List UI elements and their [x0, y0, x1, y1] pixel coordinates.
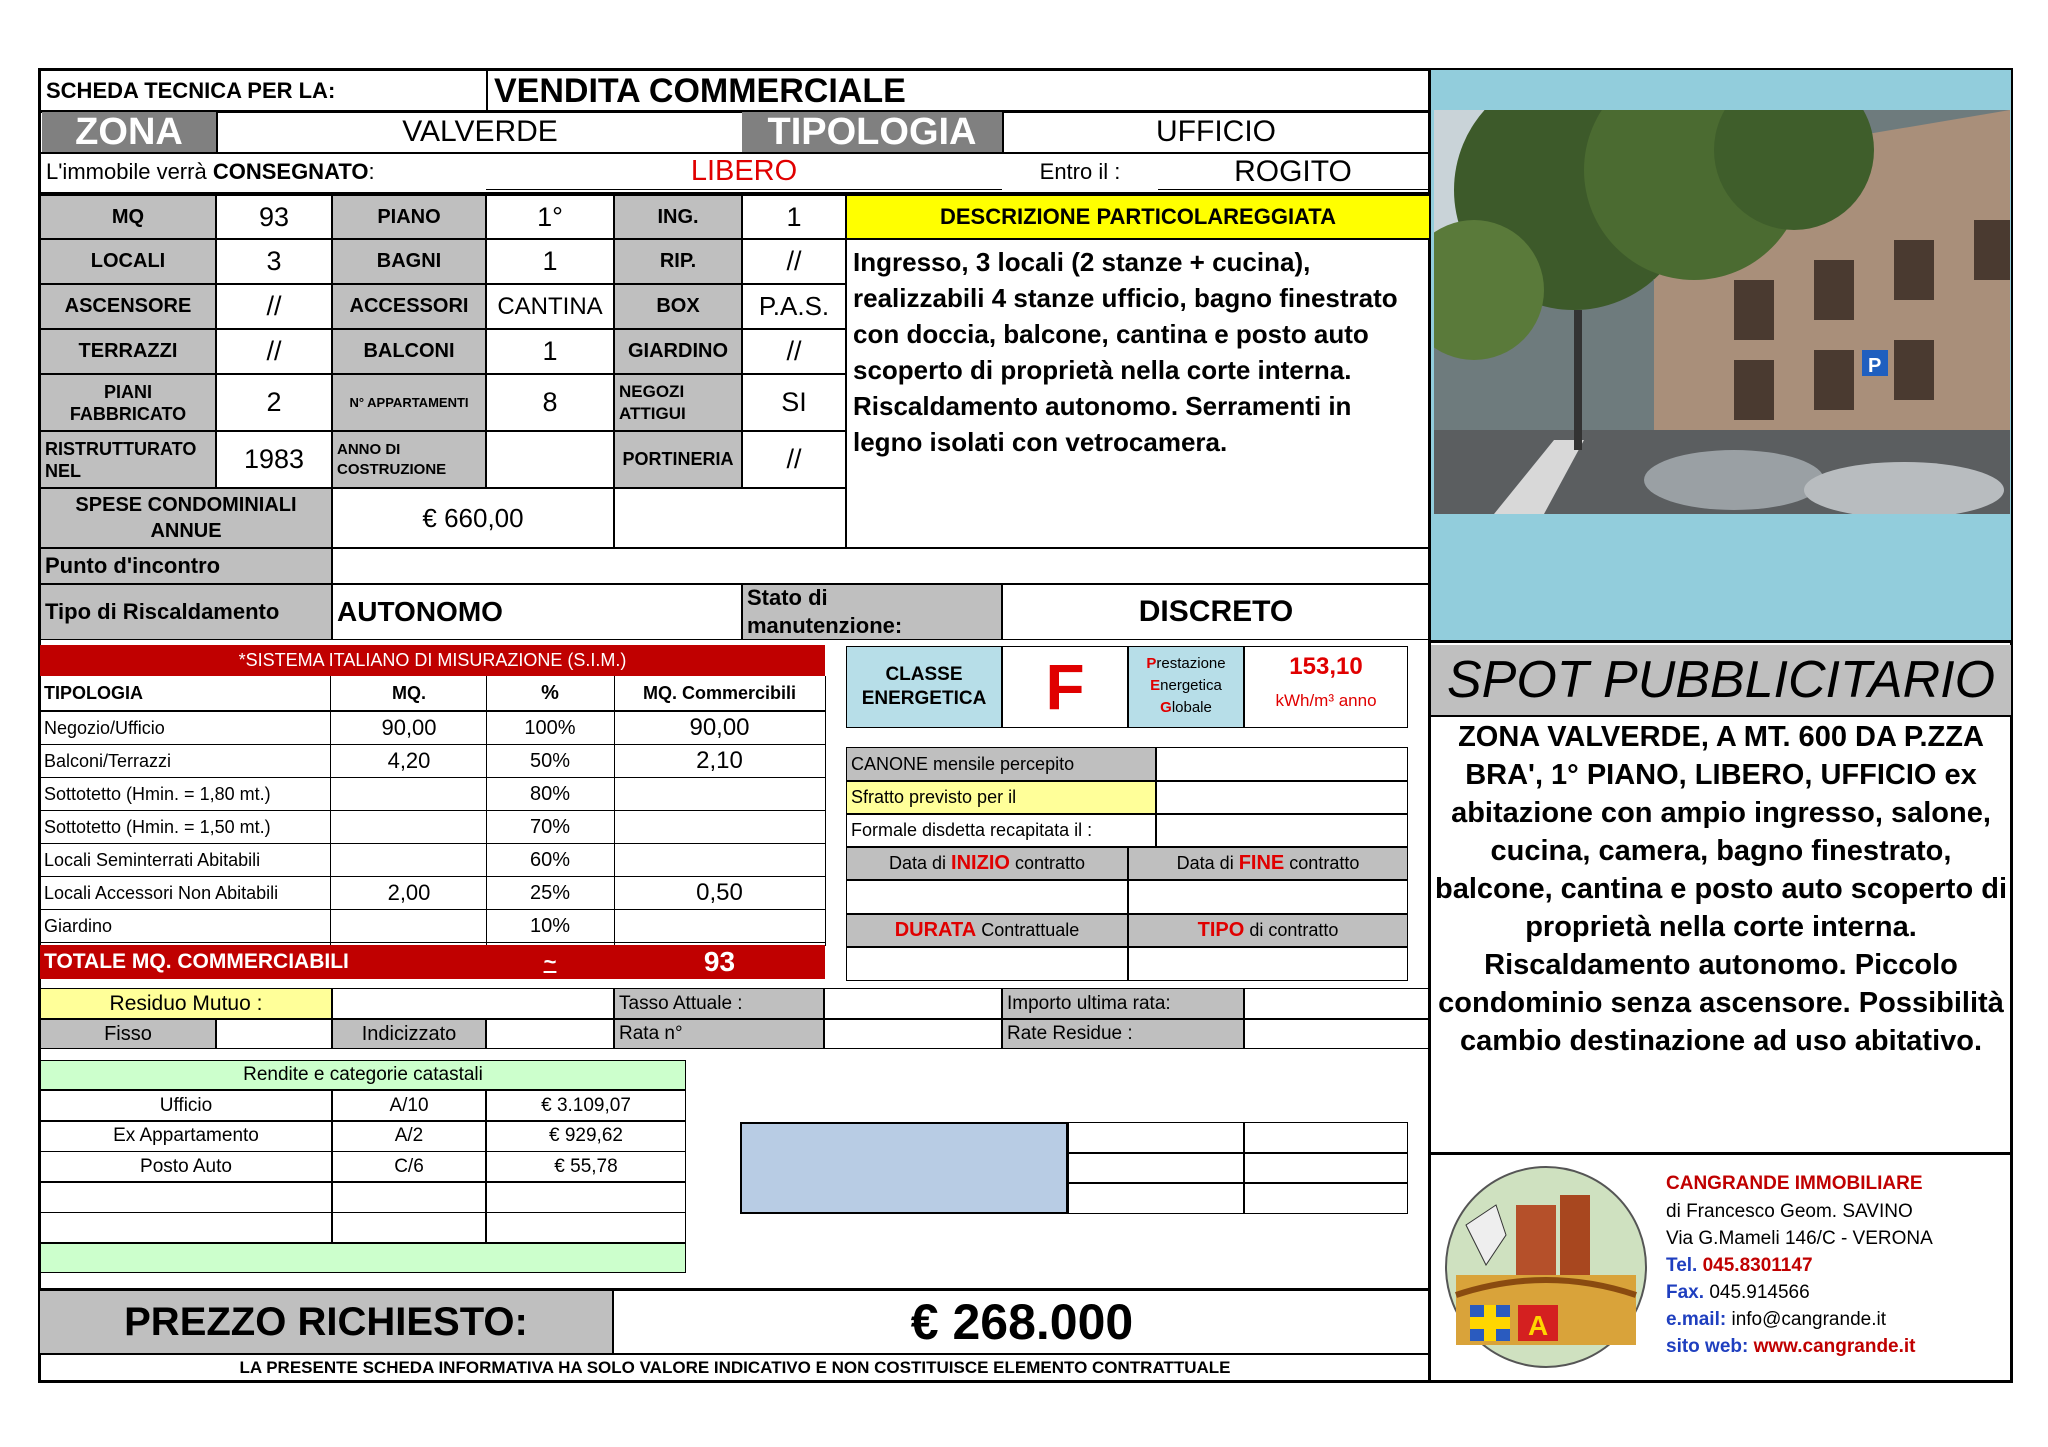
sim-cell-tipologia: Locali Seminterrati Abitabili: [44, 849, 261, 870]
durata-value: [846, 947, 1128, 981]
spese-label: SPESE CONDOMINIALI ANNUE: [40, 488, 332, 548]
appartamenti-value: 8: [486, 374, 614, 431]
spot-text: ZONA VALVERDE, A MT. 600 DA P.ZZA BRA', 1° PIANO, LIBERO, UFFICIO ex abitazione con ampio ingresso, salone, cucina, camera, bagno finestrato, balcone, cantina e posto auto scoperto di proprietà nella corte interna. Riscaldamento autonomo. Piccolo condominio senza ascensore. Possibilità cambio destinazione ad uso abitativo.: [1434, 721, 2008, 1057]
sim-cell-perc: 50%: [529, 749, 571, 772]
sim-cell-comm: [614, 844, 825, 876]
portineria-value: //: [742, 431, 846, 488]
bagni-value: 1: [486, 239, 614, 284]
box-value: P.A.S.: [742, 284, 846, 329]
bagni-label: BAGNI: [332, 239, 486, 284]
pe-rest3: lobale: [1171, 699, 1212, 716]
catasto-cell-rendita: [486, 1182, 686, 1213]
catasto-cell-name: Ufficio: [40, 1090, 332, 1121]
riscaldamento-value: AUTONOMO: [332, 584, 742, 640]
tasso-value: [824, 988, 1002, 1019]
fine-word: FINE: [1238, 852, 1285, 874]
canone-value: [1156, 747, 1408, 781]
sim-totale-label: TOTALE MQ. COMMERCIABILI: [44, 950, 349, 973]
fine-value: [1128, 880, 1408, 914]
ascensore-value: //: [216, 284, 332, 329]
inizio-value: [846, 880, 1128, 914]
residuo-label: Residuo Mutuo :: [40, 988, 332, 1019]
tipologia-label: TIPOLOGIA: [742, 112, 1002, 152]
sim-cell-comm: 0,50: [696, 879, 743, 906]
indicizzato-value: [486, 1019, 614, 1049]
sim-cell-perc: 60%: [529, 848, 571, 871]
sfratto-label: Sfratto previsto per il: [846, 781, 1156, 814]
fisso-label: Fisso: [40, 1019, 216, 1049]
catasto-cell-cat: A/10: [332, 1090, 486, 1121]
sim-cell-mq: [332, 811, 486, 843]
pe-e: E: [1150, 677, 1161, 694]
anno-value: [486, 431, 614, 488]
classe-value: F: [1002, 646, 1128, 728]
sim-cell-perc: 70%: [529, 815, 571, 838]
tipo-di-contratto: di contratto: [1249, 920, 1339, 940]
sim-row: [40, 877, 825, 910]
entro-label: Entro il :: [1039, 159, 1121, 184]
pe-label: [1128, 646, 1244, 728]
spot-title: SPOT PUBBLICITARIO: [1431, 645, 2011, 715]
consegnato-suffix: :: [368, 159, 375, 184]
box-label: BOX: [614, 284, 742, 329]
giardino-label: GIARDINO: [614, 329, 742, 374]
sim-cell-tipologia: Sottotetto (Hmin. = 1,50 mt.): [44, 816, 271, 837]
tipo-vendita: VENDITA COMMERCIALE: [494, 71, 906, 110]
sim-cell-perc: 10%: [529, 914, 571, 937]
tel-value[interactable]: 045.8301147: [1702, 1255, 1813, 1276]
ing-label: ING.: [614, 195, 742, 239]
catasto-cell-cat: [332, 1182, 486, 1213]
sim-totale-sym: ~: [543, 949, 557, 974]
punto-value: [332, 548, 1430, 584]
classe-label: CLASSE ENERGETICA: [846, 646, 1002, 728]
rata-label: Rata n°: [614, 1019, 824, 1049]
sim-cell-tipologia: Sottotetto (Hmin. = 1,80 mt.): [44, 783, 271, 804]
inizio-word: INIZIO: [951, 852, 1010, 874]
agency-name: CANGRANDE IMMOBILIARE: [1666, 1173, 1923, 1194]
durata-label: [846, 914, 1128, 947]
sim-cell-comm: [614, 910, 825, 942]
catasto-cell-rendita: € 55,78: [486, 1151, 686, 1182]
terrazzi-value: //: [216, 329, 332, 374]
accessori-label: ACCESSORI: [332, 284, 486, 329]
tipologia-value: UFFICIO: [1002, 112, 1428, 152]
scheda-label: SCHEDA TECNICA PER LA:: [46, 78, 336, 103]
catasto-cell-name: Posto Auto: [40, 1151, 332, 1182]
stato-label: Stato di manutenzione:: [742, 584, 1002, 640]
importo-value: [1244, 988, 1430, 1019]
sim-cell-comm: [614, 811, 825, 843]
agency-fax: [1666, 1282, 2006, 1308]
sim-totale: [40, 945, 825, 979]
residue-label: Rate Residue :: [1002, 1019, 1244, 1049]
consegnato-row: [42, 154, 486, 190]
sim-row: [40, 844, 825, 877]
sim-cell-tipologia: Locali Accessori Non Abitabili: [44, 882, 279, 903]
agency-logo: [1436, 1165, 1656, 1370]
negozi-value: SI: [742, 374, 846, 431]
svg-text:P: P: [1868, 355, 1882, 377]
canone-label: CANONE mensile percepito: [846, 747, 1156, 781]
giardino-value: //: [742, 329, 846, 374]
zona-label: ZONA: [42, 112, 216, 152]
sim-header: [40, 676, 825, 712]
pe-rest1: restazione: [1156, 655, 1226, 672]
catasto-cell-cat: [332, 1212, 486, 1243]
fine-label: [1128, 847, 1408, 880]
accessori-value: CANTINA: [486, 284, 614, 329]
durata-contrattuale: Contrattuale: [981, 920, 1080, 940]
pe-line3: [1129, 697, 1243, 719]
sim-row: [40, 778, 825, 811]
pe-g: G: [1160, 699, 1172, 716]
ascensore-label: ASCENSORE: [40, 284, 216, 329]
pe-value-box: [1244, 646, 1408, 728]
sim-cell-tipologia: Giardino: [44, 915, 113, 936]
spese-empty: [614, 488, 846, 548]
sim-row: [40, 712, 825, 745]
sim-header-tipologia: TIPOLOGIA: [44, 682, 143, 703]
formale-label: Formale disdetta recapitata il :: [846, 814, 1156, 847]
inizio-label: [846, 847, 1128, 880]
catasto-title: Rendite e categorie catastali: [40, 1060, 686, 1090]
fine-contratto: contratto: [1289, 853, 1360, 873]
tipo-value: [1128, 947, 1408, 981]
mq-value: 93: [216, 195, 332, 239]
catasto-cell-cat: C/6: [332, 1151, 486, 1182]
indicizzato-label: Indicizzato: [332, 1019, 486, 1049]
sim-row: [40, 811, 825, 844]
catasto-footer: [40, 1243, 686, 1273]
terrazzi-label: TERRAZZI: [40, 329, 216, 374]
rip-value: //: [742, 239, 846, 284]
catasto-cell-name: [40, 1182, 332, 1213]
sim-cell-mq: 4,20: [387, 748, 431, 773]
sim-header-mq: MQ.: [392, 682, 426, 703]
spese-value: € 660,00: [332, 488, 614, 548]
descrizione-text: Ingresso, 3 locali (2 stanze + cucina), realizzabili 4 stanze ufficio, bagno finestrato con doccia, balcone, cantina e posto auto scoperto di proprietà nella corte interna. Riscaldamento autonomo. Serramenti in legno isolati con vetrocamera.: [846, 239, 1430, 548]
web-value[interactable]: www.cangrande.it: [1753, 1336, 1916, 1357]
consegnato-value: LIBERO: [486, 154, 1002, 190]
sfratto-value: [1156, 781, 1408, 814]
web-label: sito web:: [1666, 1336, 1749, 1357]
pe-value: 153,10: [1289, 653, 1363, 680]
sim-cell-mq: [332, 778, 486, 810]
durata-word: DURATA: [894, 919, 977, 941]
ristrutturato-label: RISTRUTTURATO NEL: [40, 431, 216, 488]
sim-cell-comm: 2,10: [696, 747, 743, 774]
residue-value: [1244, 1019, 1430, 1049]
sim-cell-tipologia: Negozio/Ufficio: [44, 717, 165, 738]
sim-cell-mq: [332, 844, 486, 876]
consegnato-label: CONSEGNATO: [212, 159, 369, 184]
email-label: e.mail:: [1666, 1309, 1727, 1330]
inizio-contratto: contratto: [1014, 853, 1085, 873]
fax-label: Fax.: [1666, 1282, 1705, 1303]
sim-cell-perc: 80%: [529, 782, 571, 805]
sim-cell-comm: 90,00: [689, 714, 750, 741]
agency-address: Via G.Mameli 146/C - VERONA: [1666, 1228, 1933, 1249]
rip-label: RIP.: [614, 239, 742, 284]
zona-value: VALVERDE: [216, 112, 742, 152]
residuo-value: [332, 988, 614, 1019]
tipo-label: [1128, 914, 1408, 947]
tasso-label: Tasso Attuale :: [614, 988, 824, 1019]
inizio-data-di: Data di: [888, 853, 947, 873]
punto-label: Punto d'incontro: [40, 548, 332, 584]
property-photo: [1434, 110, 2010, 514]
piano-label: PIANO: [332, 195, 486, 239]
appartamenti-label: N° APPARTAMENTI: [332, 374, 486, 431]
email-value[interactable]: info@cangrande.it: [1731, 1309, 1886, 1330]
portineria-label: PORTINERIA: [614, 431, 742, 488]
sim-cell-mq: [332, 910, 486, 942]
agency-owner: di Francesco Geom. SAVINO: [1666, 1201, 1913, 1222]
piano-value: 1°: [486, 195, 614, 239]
agency-email: [1666, 1309, 2006, 1335]
balconi-value: 1: [486, 329, 614, 374]
sim-cell-perc: 25%: [529, 881, 571, 904]
agency-web: [1666, 1336, 2006, 1362]
balconi-label: BALCONI: [332, 329, 486, 374]
ing-value: 1: [742, 195, 846, 239]
fine-data-di: Data di: [1176, 853, 1234, 873]
sim-row: [40, 745, 825, 778]
sim-title: *SISTEMA ITALIANO DI MISURAZIONE (S.I.M.): [40, 645, 825, 676]
riscaldamento-label: Tipo di Riscaldamento: [40, 584, 332, 640]
consegnato-prefix: L'immobile verrà: [46, 159, 207, 184]
locali-label: LOCALI: [40, 239, 216, 284]
negozi-label: NEGOZI ATTIGUI: [614, 374, 742, 431]
fisso-value: [216, 1019, 332, 1049]
piani-value: 2: [216, 374, 332, 431]
pe-p: P: [1146, 655, 1157, 672]
catasto-cell-rendita: € 929,62: [486, 1121, 686, 1152]
blue-box: [740, 1122, 1068, 1214]
pe-line1: [1129, 653, 1243, 675]
tipo-word: TIPO: [1197, 919, 1245, 941]
sim-cell-comm: [614, 778, 825, 810]
agency-tel: [1666, 1255, 2006, 1281]
anno-label: ANNO DI COSTRUZIONE: [332, 431, 486, 488]
importo-label: Importo ultima rata:: [1002, 988, 1244, 1019]
formale-value: [1156, 814, 1408, 847]
sim-cell-mq: 2,00: [387, 880, 431, 905]
catasto-cell-rendita: € 3.109,07: [486, 1090, 686, 1121]
prezzo-label: PREZZO RICHIESTO:: [40, 1291, 614, 1353]
sim-header-comm: MQ. Commercibili: [642, 682, 797, 703]
rata-value: [824, 1019, 1002, 1049]
catasto-cell-rendita: [486, 1212, 686, 1243]
prezzo-value: € 268.000: [910, 1294, 1134, 1350]
svg-text:A: A: [1528, 1310, 1549, 1341]
catasto-cell-name: [40, 1212, 332, 1243]
fax-value: 045.914566: [1709, 1282, 1810, 1303]
locali-value: 3: [216, 239, 332, 284]
pe-line2: [1129, 675, 1243, 697]
descrizione-title: DESCRIZIONE PARTICOLAREGGIATA: [846, 195, 1430, 239]
sim-cell-mq: 90,00: [381, 715, 437, 740]
piani-label: PIANI FABBRICATO: [40, 374, 216, 431]
catasto-cell-name: Ex Appartamento: [40, 1121, 332, 1152]
tel-label: Tel.: [1666, 1255, 1698, 1276]
pe-unit: kWh/m³ anno: [1275, 691, 1377, 710]
entro-value: ROGITO: [1158, 154, 1428, 190]
mq-label: MQ: [40, 195, 216, 239]
catasto-cell-cat: A/2: [332, 1121, 486, 1152]
pe-rest2: nergetica: [1160, 677, 1222, 694]
ristrutturato-value: 1983: [216, 431, 332, 488]
sim-header-perc: %: [541, 681, 559, 704]
sim-row: [40, 910, 825, 943]
stato-value: DISCRETO: [1002, 584, 1430, 640]
sim-cell-perc: 100%: [524, 716, 576, 739]
sim-totale-value: 93: [703, 946, 736, 977]
disclaimer: LA PRESENTE SCHEDA INFORMATIVA HA SOLO VALORE INDICATIVO E NON COSTITUISCE ELEMENTO CONTRATTUALE: [239, 1358, 1231, 1377]
sim-cell-tipologia: Balconi/Terrazzi: [44, 750, 172, 771]
